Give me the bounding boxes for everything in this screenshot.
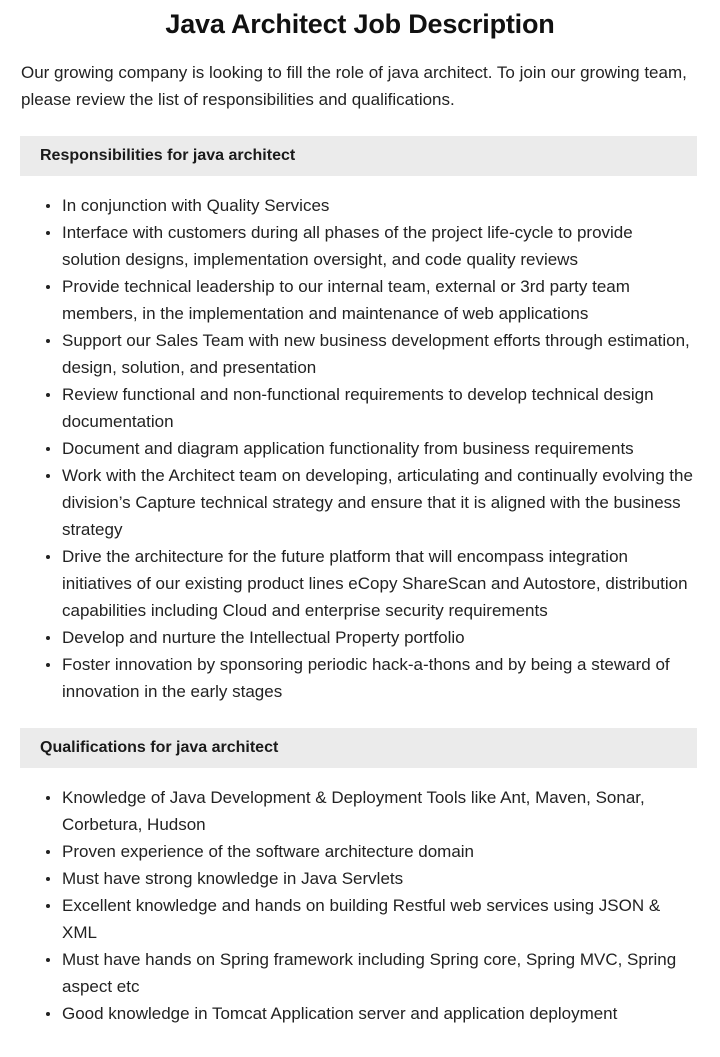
section-responsibilities [0,136,720,705]
list-item: Good knowledge in Tomcat Application server and application deployment [44,1000,696,1027]
list-item: Drive the architecture for the future platform that will encompass integration initiatives of our existing product lines eCopy ShareScan and Autostore, distribution capabilities including Cloud and enterprise security requirements [44,543,696,624]
intro-paragraph: Our growing company is looking to fill the role of java architect. To join our growing team, please review the list of responsibilities and qualifications. [21,63,687,109]
list-item: Develop and nurture the Intellectual Property portfolio [44,624,696,651]
list-item: Review functional and non-functional requirements to develop technical design documentation [44,381,696,435]
section-header-responsibilities [20,136,697,176]
list-item: Interface with customers during all phases of the project life-cycle to provide solution designs, implementation oversight, and code quality reviews [44,219,696,273]
section-header-qualifications [20,728,697,768]
list-item: Excellent knowledge and hands on building Restful web services using JSON & XML [44,892,696,946]
section-qualifications [0,728,720,1027]
page-title: Java Architect Job Description [165,9,555,39]
list-item: Proven experience of the software architecture domain [44,838,696,865]
section-heading-label: Responsibilities for java architect [40,147,296,164]
list-item: Must have hands on Spring framework including Spring core, Spring MVC, Spring aspect etc [44,946,696,1000]
responsibilities-list [0,176,720,705]
list-item: Must have strong knowledge in Java Servlets [44,865,696,892]
list-item: Document and diagram application functionality from business requirements [44,435,696,462]
list-item: Knowledge of Java Development & Deployment Tools like Ant, Maven, Sonar, Corbetura, Hudson [44,784,696,838]
list-item: In conjunction with Quality Services [44,192,696,219]
qualifications-list [0,768,720,1027]
list-item: Foster innovation by sponsoring periodic hack-a-thons and by being a steward of innovation in the early stages [44,651,696,705]
list-item: Provide technical leadership to our internal team, external or 3rd party team members, in the implementation and maintenance of web applications [44,273,696,327]
section-heading-label: Qualifications for java architect [40,739,279,756]
list-item: Support our Sales Team with new business development efforts through estimation, design, solution, and presentation [44,327,696,381]
list-item: Work with the Architect team on developing, articulating and continually evolving the division’s Capture technical strategy and ensure that it is aligned with the business strategy [44,462,696,543]
